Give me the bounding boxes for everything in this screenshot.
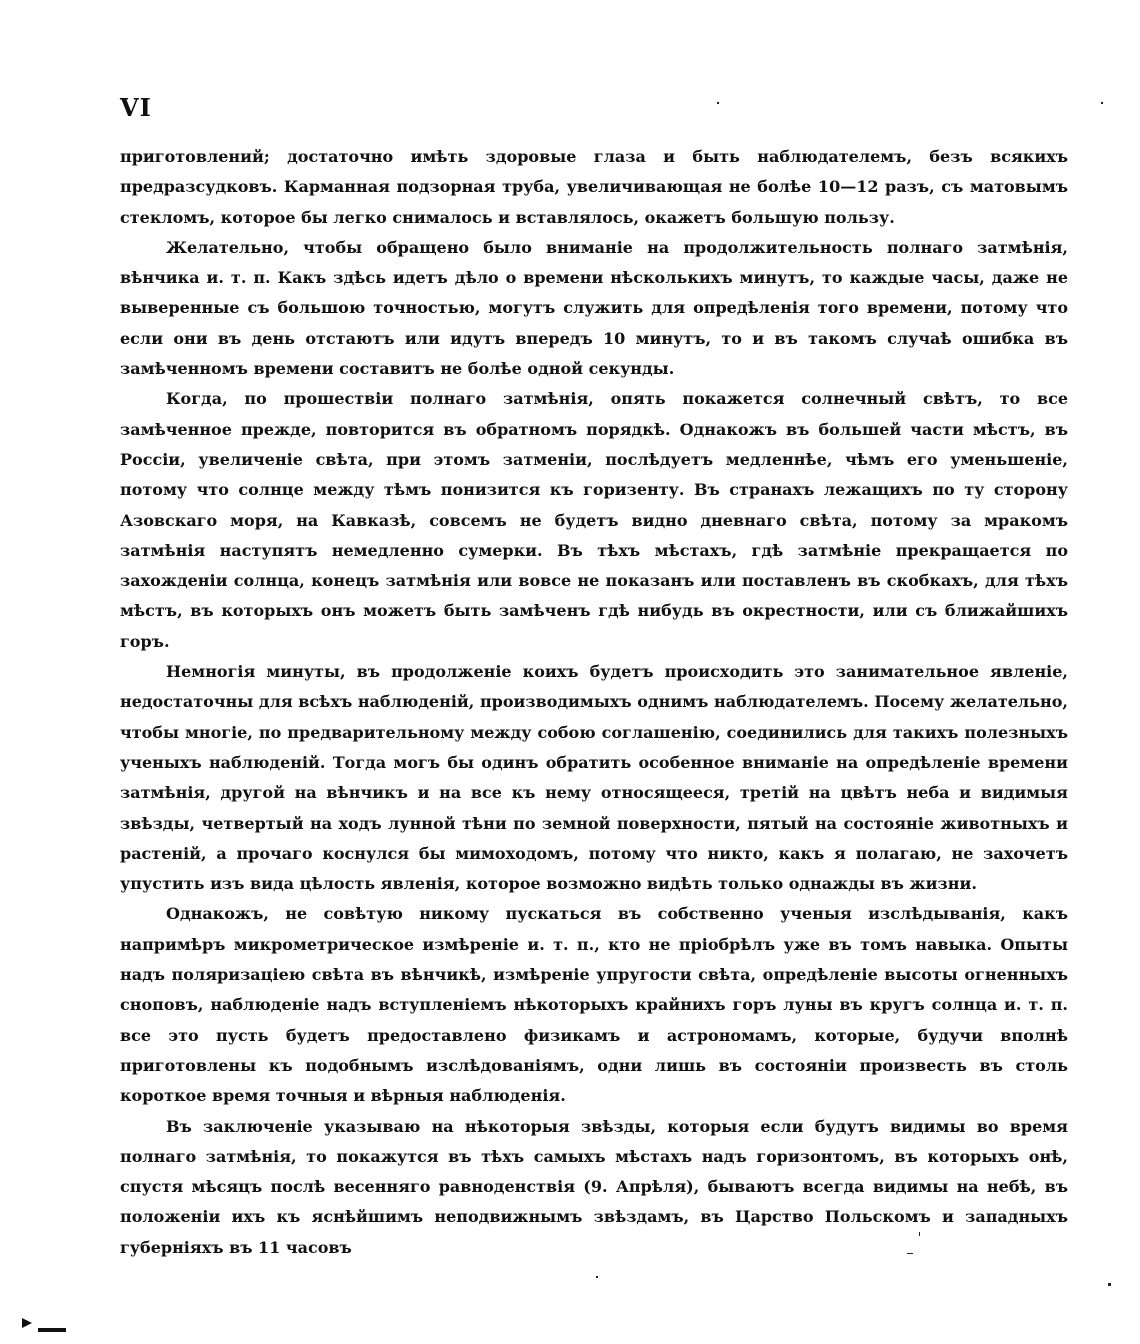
scan-speck (919, 1232, 920, 1236)
paragraph-1: приготовлений; достаточно имѣть здоровые глаза и быть наблюдателемъ, безъ всякихъ предразсудковъ. Карманная подзорная труба, увеличивающая не болѣе 10—12 разъ, съ матовымъ стекломъ, которое бы легко снималось и вставлялось, окажетъ большую пользу. (120, 147, 1068, 227)
scan-speck (907, 1253, 913, 1254)
paragraph-5: Однакожъ, не совѣтую никому пускаться въ собственно ученыя изслѣдыванія, какъ напримѣръ микрометрическое измѣреніе и. т. п., кто не пріобрѣлъ уже въ томъ навыка. Опыты надъ поляризаціею свѣта въ вѣнчикѣ, измѣреніе упругости свѣта, опредѣленіе высоты огненныхъ сноповъ, наблюденіе надъ вступленіемъ нѣкоторыхъ крайнихъ горъ луны въ кругъ солнца и. т. п. все это пусть будетъ предоставлено физикамъ и астрономамъ, которые, будучи вполнѣ приготовлены къ подобнымъ изслѣдованіямъ, одни лишь въ состояніи произвесть въ столь короткое время точныя и вѣрныя наблюденія. (120, 904, 1068, 1106)
paragraph-4: Немногія минуты, въ продолженіе коихъ будетъ происходить это занимательное явленіе, недостаточны для всѣхъ наблюденій, производимыхъ однимъ наблюдателемъ. Посему желательно, чтобы многіе, по предварительному между собою соглашенію, соединились для такихъ полезныхъ ученыхъ наблюденій. Тогда могъ бы одинъ обратить особенное вниманіе на опредѣленіе времени затмѣнія, другой на вѣнчикъ и на все къ нему относящееся, третій на цвѣтъ неба и видимыя звѣзды, четвертый на ходъ лунной тѣни по земной поверхности, пятый на состояніе животныхъ и растеній, а прочаго коснулся бы мимоходомъ, потому что никто, какъ я полагаю, не захочетъ упустить изъ вида цѣлость явленія, которое возможно видѣть только однажды въ жизни. (120, 662, 1068, 894)
paragraph-3: Когда, по прошествіи полнаго затмѣнія, опять покажется солнечный свѣтъ, то все замѣченное прежде, повторится въ обратномъ порядкѣ. Однакожъ въ большей части мѣстъ, въ Россіи, увеличеніе свѣта, при этомъ затменіи, послѣдуетъ медленнѣе, чѣмъ его уменьшеніе, потому что солнце между тѣмъ понизится къ горизенту. Въ странахъ лежащихъ по ту сторону Азовскаго моря, на Кавказѣ, совсемъ не будетъ видно дневнаго свѣта, потому за мракомъ затмѣнія наступятъ немедленно сумерки. Въ тѣхъ мѣстахъ, гдѣ затмѣніе прекращается по захожденіи солнца, конецъ затмѣнія или вовсе не показанъ или поставленъ въ скобкахъ, для тѣхъ мѣстъ, въ которыхъ онъ можетъ быть замѣченъ гдѣ нибудь въ окрестности, или съ ближайшихъ горъ. (120, 389, 1068, 651)
paragraph-2: Желательно, чтобы обращено было вниманіе на продолжительность полнаго затмѣнія, вѣнчика и. т. п. Какъ здѣсь идетъ дѣло о времени нѣсколькихъ минутъ, то каждые часы, даже не выверенные съ большою точностью, могутъ служить для опредѣленія того времени, потому что если они въ день отстаютъ или идутъ впередъ 10 минутъ, то и въ такомъ случаѣ ошибка въ замѣченномъ времени составитъ не болѣе одной секунды. (120, 237, 1068, 379)
scan-speck (717, 102, 719, 104)
body-text (120, 142, 1068, 1263)
scan-speck (1101, 102, 1103, 104)
scan-speck (596, 1276, 598, 1278)
scan-speck (1108, 1283, 1111, 1286)
page-number: VI (120, 93, 152, 122)
scan-corner-mark (22, 1318, 32, 1328)
scan-edge-line (38, 1328, 66, 1332)
paragraph-6: Въ заключеніе указываю на нѣкоторыя звѣзды, которыя если будутъ видимы во время полнаго затмѣнія, то покажутся въ тѣхъ самыхъ мѣстахъ надъ горизонтомъ, въ которыхъ онѣ, спустя мѣсяцъ послѣ весенняго равноденствія (9. Апрѣля), бываютъ всегда видимы на небѣ, въ положеніи ихъ къ яснѣйшимъ неподвижнымъ звѣздамъ, въ Царство Польскомъ и западныхъ губерніяхъ въ 11 часовъ (120, 1116, 1068, 1257)
